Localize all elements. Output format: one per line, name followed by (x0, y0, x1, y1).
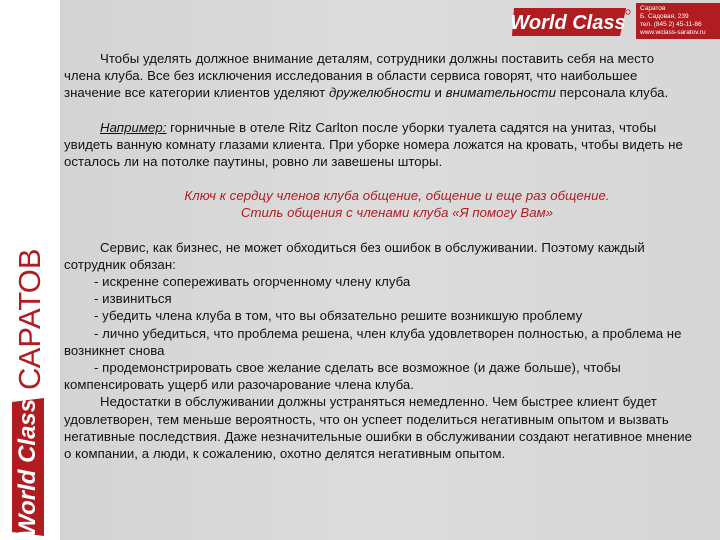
world-class-logo-top (512, 4, 632, 40)
p1-conj: и (430, 85, 446, 101)
vertical-logo-icon (0, 230, 60, 540)
contact-block (636, 3, 720, 39)
motto-line-2: Стиль общения с членами клуба «Я помогу Вам» (240, 205, 554, 221)
p1-friendliness: дружелюбности (328, 85, 431, 101)
p1-text: Чтобы уделять должное внимание деталям, сотрудники должны поставить себя на место члена клуба. Все без исключения исследования в области сервиса говорят, что наибольшее значение все категории клиентов уделяют (64, 51, 655, 101)
paragraph-errors-intro: Сервис, как бизнес, не может обходиться без ошибок в обслуживании. Поэтому каждый сотрудник обязан: (64, 239, 645, 272)
example-lead: Например: (100, 119, 167, 135)
paragraph-example (64, 119, 694, 171)
contact-address: Б. Садовая, 239 (640, 13, 689, 20)
duty-item: - искренне сопереживать огорченному члену клуба (94, 274, 411, 290)
paragraph-attention (64, 50, 694, 102)
p1-end: персонала клуба. (555, 85, 669, 101)
paragraph-shortcomings: Недостатки в обслуживании должны устраняться немедленно. Чем быстрее клиент будет удовлетворен, тем меньше вероятность, что он успеет поделиться негативным опытом и вызвать негативные последствия. Даже незначительные ошибки в обслуживании создают негативное мнение о компании, а люди, к сожалению, охотно делятся негативным опытом. (64, 394, 693, 462)
vertical-brand-strip (0, 230, 60, 540)
contact-city: Саратов (640, 5, 666, 12)
duty-item: - извиниться (94, 291, 172, 307)
duty-item: - продемонстрировать свое желание сделать все возможное (и даже больше), чтобы компенсировать ущерб или разочарование члена клуба. (64, 360, 621, 393)
contact-phone: тел. (845 2) 45-11-86 (640, 21, 702, 28)
motto-line-1: Ключ к сердцу членов клуба общение, общение и еще раз общение. (184, 188, 610, 204)
vertical-city-text: САРАТОВ (12, 248, 47, 390)
duty-item: - лично убедиться, что проблема решена, член клуба удовлетворен полностью, а проблема не возникнет снова (64, 325, 682, 358)
world-class-logo-icon (512, 4, 632, 40)
logo-text: World Class (512, 12, 626, 34)
example-text: горничные в отеле Ritz Carlton после уборки туалета садятся на унитаз, чтобы увидеть ванную комнату глазами клиента. При уборке номера ложатся на кровать, чтобы видеть не осталось ли на потолке паутины, ровно ли завешены шторы. (64, 119, 683, 170)
body-text (64, 50, 694, 462)
duty-item: - убедить члена клуба в том, что вы обязательно решите возникшую проблему (94, 308, 583, 324)
vertical-logo-text: World Class (14, 398, 41, 538)
contact-website: www.wclass-saratov.ru (640, 29, 706, 36)
p1-attentiveness: внимательности (445, 85, 556, 101)
